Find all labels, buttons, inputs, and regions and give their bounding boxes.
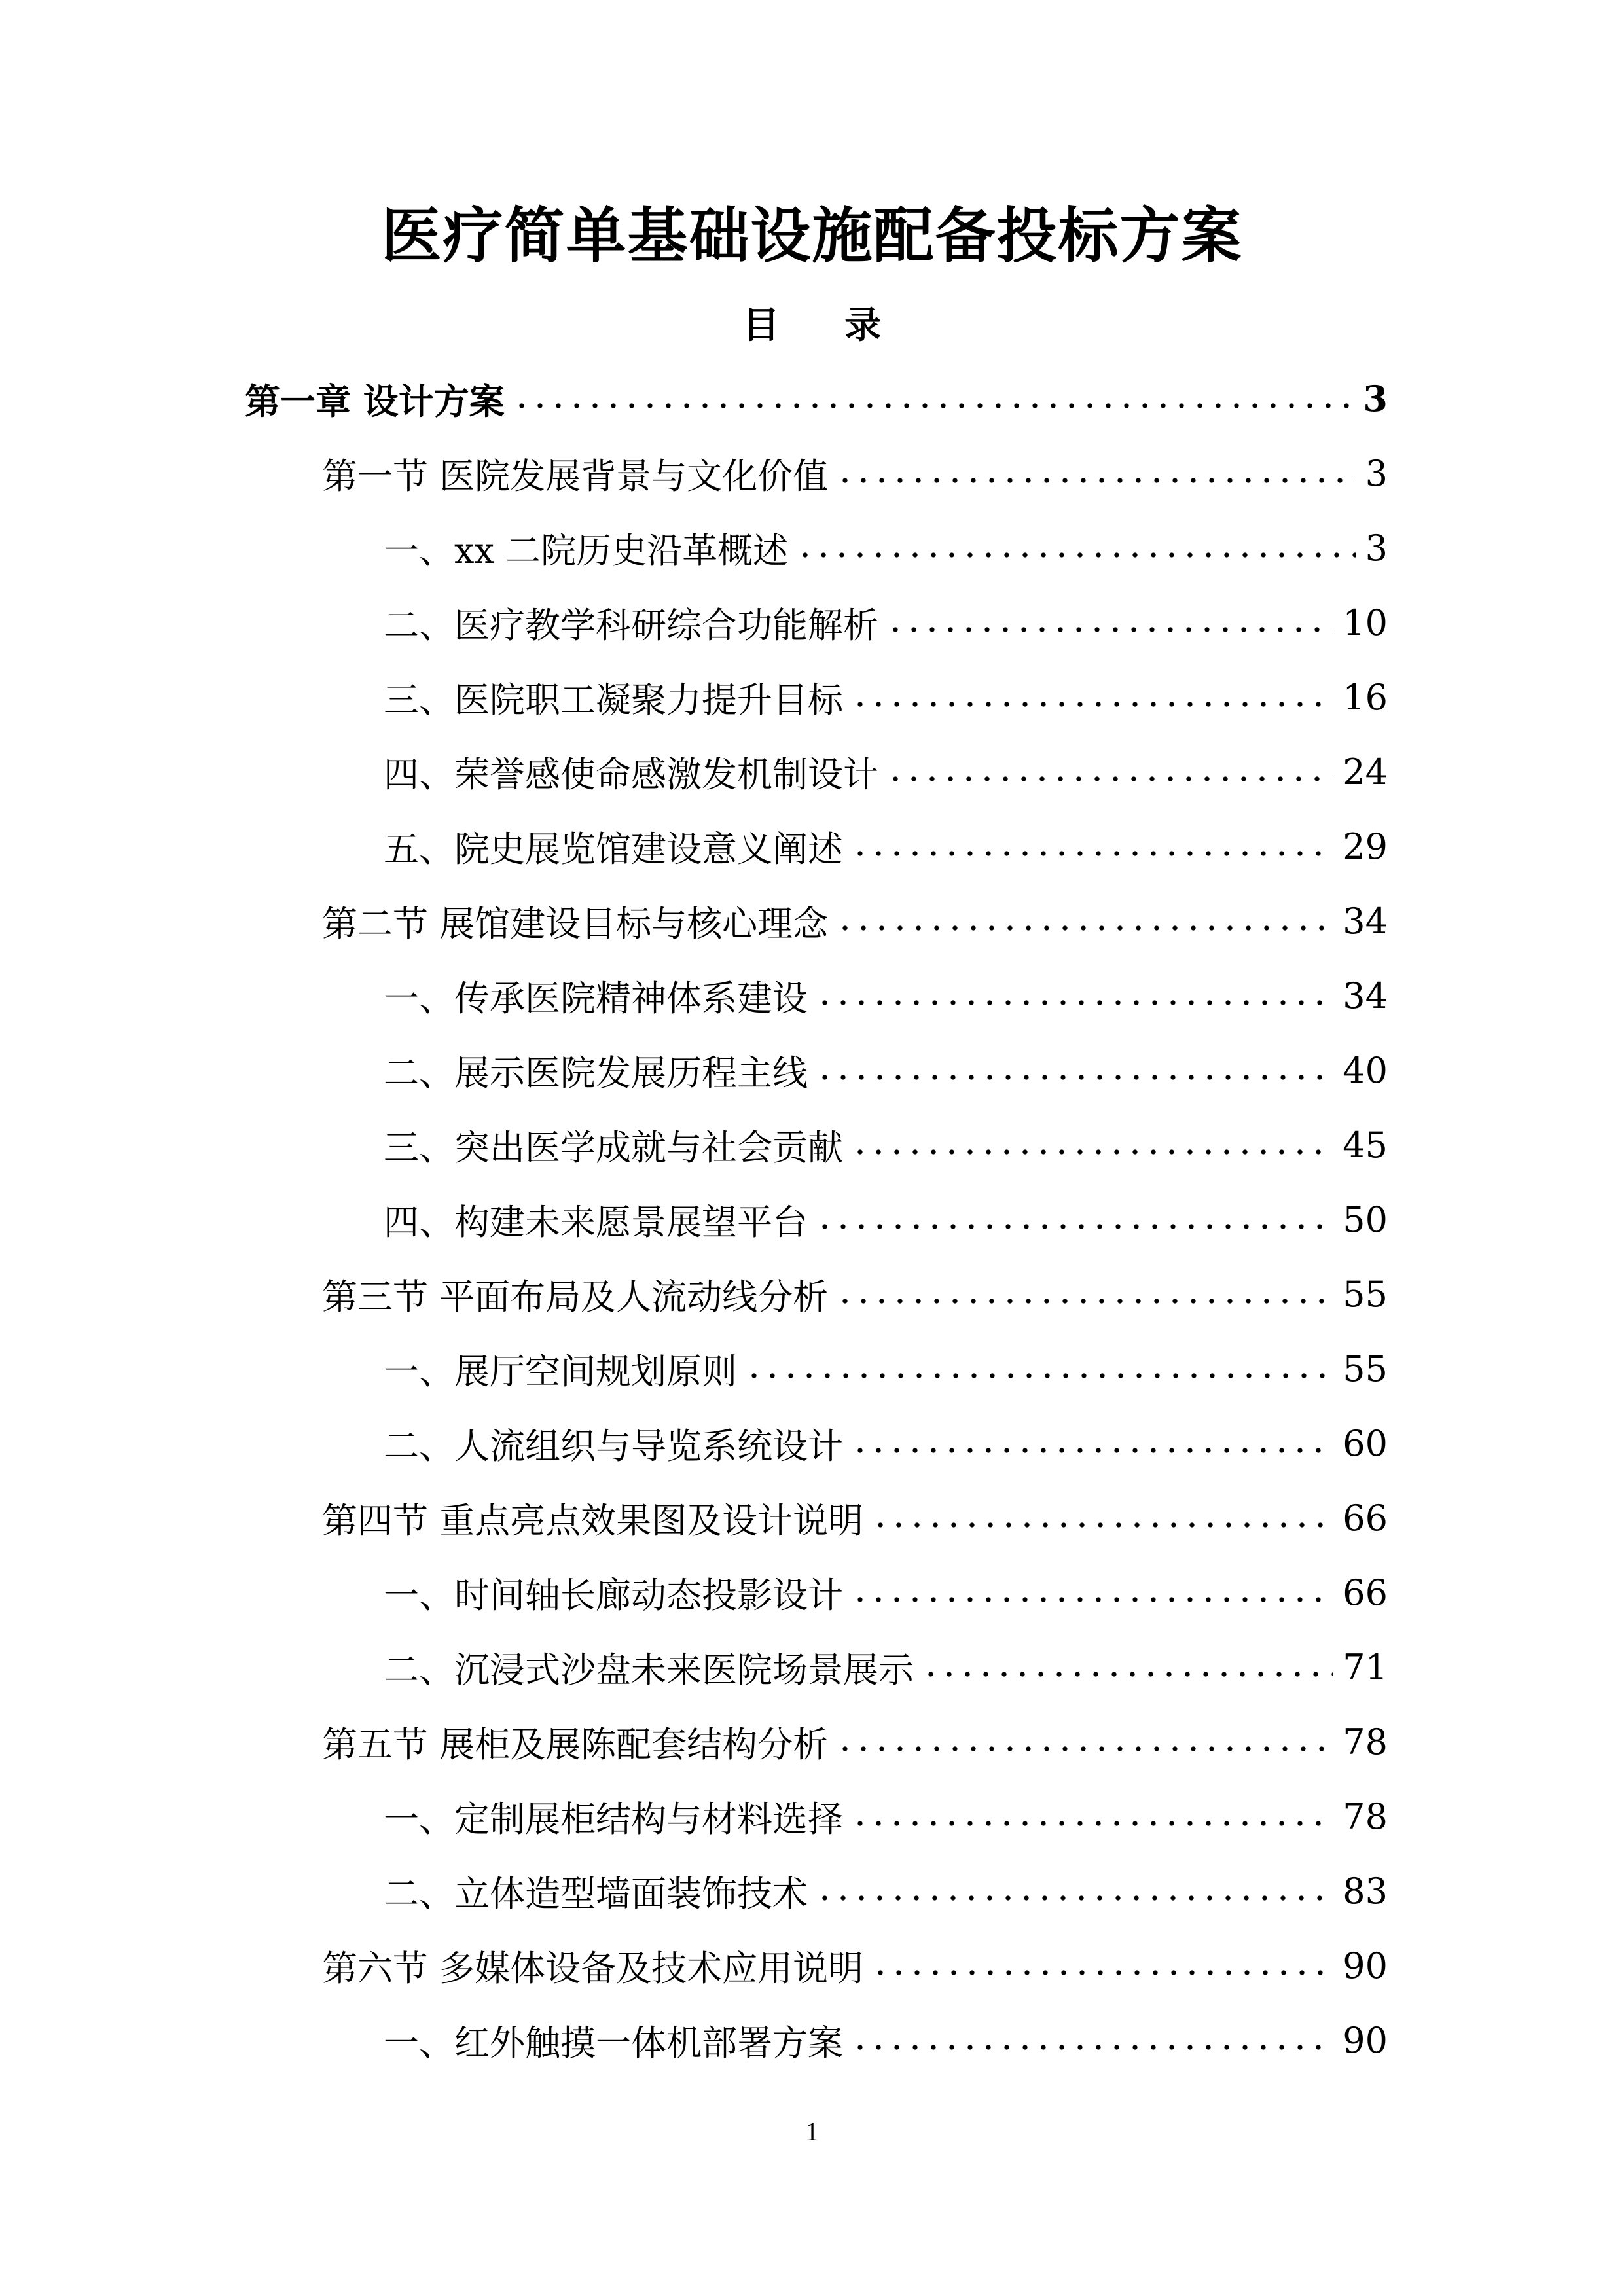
toc-entry-subsection[interactable] (384, 809, 1388, 884)
toc-entry-page: 60 (1343, 1422, 1388, 1464)
toc-entry-label: 五、院史展览馆建设意义阐述 (384, 828, 843, 870)
toc-entry-subsection[interactable] (384, 1033, 1388, 1107)
toc-entry-page: 83 (1343, 1870, 1388, 1912)
toc-entry-page: 50 (1343, 1198, 1388, 1240)
toc-entry-label: 一、传承医院精神体系建设 (384, 977, 808, 1019)
dot-leader (513, 379, 1354, 418)
toc-entry-label: 一、定制展柜结构与材料选择 (384, 1798, 843, 1840)
dot-leader (851, 1797, 1333, 1836)
toc-entry-subsection[interactable] (384, 1779, 1388, 1854)
toc-entry-label: 第一节 医院发展背景与文化价值 (322, 455, 829, 497)
toc-entry-subsection[interactable] (384, 1854, 1388, 1928)
toc-entry-subsection[interactable] (384, 2003, 1388, 2077)
toc-entry-page: 3 (1363, 378, 1388, 420)
toc-entry-page: 55 (1343, 1273, 1388, 1315)
toc-entry-page: 78 (1343, 1721, 1388, 1763)
dot-leader (836, 901, 1333, 941)
dot-leader (871, 1946, 1333, 1985)
toc-entry-subsection[interactable] (384, 958, 1388, 1033)
toc-entry-label: 第四节 重点亮点效果图及设计说明 (322, 1499, 864, 1541)
dot-leader (745, 1349, 1333, 1388)
toc-entry-page: 90 (1343, 1945, 1388, 1986)
toc-entry-page: 34 (1343, 900, 1388, 942)
toc-entry-page: 16 (1343, 676, 1388, 718)
dot-leader (851, 1125, 1333, 1164)
toc-entry-label: 第一章 设计方案 (245, 380, 505, 422)
dot-leader (851, 827, 1333, 866)
toc-entry-label: 四、荣誉感使命感激发机制设计 (384, 753, 878, 795)
dot-leader (836, 1274, 1333, 1314)
dot-leader (851, 1424, 1333, 1463)
page-number: 1 (805, 2117, 819, 2146)
toc-entry-subsection[interactable] (384, 1182, 1388, 1257)
toc-entry-page: 55 (1343, 1348, 1388, 1390)
toc-entry-page: 90 (1343, 2019, 1388, 2061)
toc-entry-page: 78 (1343, 1795, 1388, 1837)
toc-entry-subsection[interactable] (384, 1406, 1388, 1480)
toc-entry-section[interactable] (322, 1480, 1388, 1555)
dot-leader (816, 1050, 1333, 1090)
dot-leader (886, 752, 1333, 791)
toc-entry-subsection[interactable] (384, 1555, 1388, 1630)
dot-leader (886, 603, 1333, 642)
toc-heading: 目 录 (742, 304, 908, 347)
toc-entry-page: 71 (1343, 1646, 1388, 1688)
toc-entry-page: 34 (1343, 975, 1388, 1016)
toc-entry-label: 四、构建未来愿景展望平台 (384, 1201, 808, 1243)
toc-entry-label: 第三节 平面布局及人流动线分析 (322, 1276, 829, 1318)
toc-entry-section[interactable] (322, 436, 1388, 511)
toc-entry-subsection[interactable] (384, 734, 1388, 809)
toc-entry-section[interactable] (322, 1928, 1388, 2003)
toc-entry-section[interactable] (322, 1704, 1388, 1779)
toc-entry-section[interactable] (322, 884, 1388, 958)
toc-entry-label: 三、突出医学成就与社会贡献 (384, 1126, 843, 1168)
dot-leader (851, 1573, 1333, 1612)
toc-entry-subsection[interactable] (384, 1331, 1388, 1406)
toc-entry-label: 第五节 展柜及展陈配套结构分析 (322, 1723, 829, 1765)
toc-entry-subsection[interactable] (384, 585, 1388, 660)
toc-entry-label: 一、时间轴长廊动态投影设计 (384, 1574, 843, 1616)
toc-entry-label: 二、立体造型墙面装饰技术 (384, 1873, 808, 1914)
toc-entry-label: 第六节 多媒体设备及技术应用说明 (322, 1947, 864, 1989)
toc-entry-page: 29 (1343, 825, 1388, 867)
toc-entry-label: 一、展厅空间规划原则 (384, 1350, 737, 1392)
dot-leader (816, 976, 1333, 1015)
dot-leader (871, 1498, 1333, 1537)
toc-entry-page: 66 (1343, 1497, 1388, 1539)
toc-entry-page: 10 (1343, 601, 1388, 643)
toc-entry-label: 第二节 展馆建设目标与核心理念 (322, 903, 829, 944)
toc-entry-label: 一、xx 二院历史沿革概述 (384, 529, 789, 571)
dot-leader (836, 1722, 1333, 1761)
toc-entry-label: 二、人流组织与导览系统设计 (384, 1425, 843, 1467)
dot-leader (796, 528, 1356, 567)
toc-entry-page: 3 (1365, 452, 1388, 494)
document-title: 医疗简单基础设施配备投标方案 (381, 200, 1243, 271)
toc-entry-subsection[interactable] (384, 511, 1388, 585)
toc-entry-page: 24 (1343, 751, 1388, 793)
toc-entry-label: 一、红外触摸一体机部署方案 (384, 2022, 843, 2064)
toc-entry-subsection[interactable] (384, 1630, 1388, 1704)
toc-entry-label: 三、医院职工凝聚力提升目标 (384, 679, 843, 721)
dot-leader (922, 1647, 1333, 1687)
toc-entry-label: 二、展示医院发展历程主线 (384, 1052, 808, 1094)
toc-entry-page: 66 (1343, 1571, 1388, 1613)
dot-leader (851, 2020, 1333, 2060)
dot-leader (816, 1871, 1333, 1910)
toc-entry-page: 45 (1343, 1124, 1388, 1166)
toc-entry-subsection[interactable] (384, 660, 1388, 734)
dot-leader (851, 677, 1333, 717)
dot-leader (836, 454, 1356, 493)
toc-entry-subsection[interactable] (384, 1107, 1388, 1182)
toc-entry-label: 二、沉浸式沙盘未来医院场景展示 (384, 1649, 914, 1691)
dot-leader (816, 1200, 1333, 1239)
toc-entry-page: 40 (1343, 1049, 1388, 1091)
toc-entry-page: 3 (1365, 527, 1388, 569)
toc-entry-section[interactable] (322, 1257, 1388, 1331)
toc-entry-chapter[interactable] (245, 361, 1388, 436)
toc-entry-label: 二、医疗教学科研综合功能解析 (384, 604, 878, 646)
